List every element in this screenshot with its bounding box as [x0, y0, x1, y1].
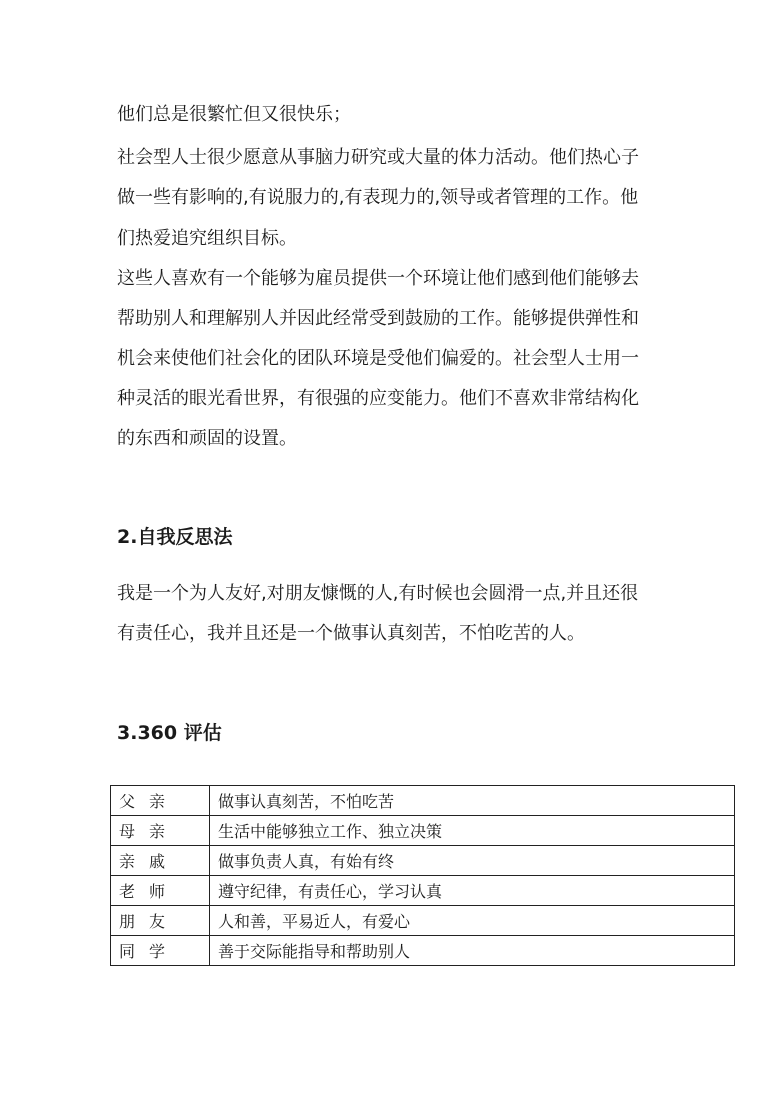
comment-cell: 遵守纪律，有责任心，学习认真	[210, 876, 735, 906]
relation-cell: 老师	[111, 876, 210, 906]
table-row	[111, 816, 735, 846]
text-line: 他们总是很繁忙但又很快乐；	[117, 104, 351, 125]
section-heading: 2.自我反思法	[117, 526, 233, 548]
table-row	[111, 906, 735, 936]
text-line: 这些人喜欢有一个能够为雇员提供一个环境让他们感到他们能够去	[117, 268, 639, 289]
comment-cell: 生活中能够独立工作、独立决策	[210, 816, 735, 846]
table-row	[111, 876, 735, 906]
text-line: 做一些有影响的,有说服力的,有表现力的,领导或者管理的工作。他	[117, 187, 639, 208]
comment-cell: 做事认真刻苦，不怕吃苦	[210, 786, 735, 816]
comment-cell: 做事负责人真，有始有终	[210, 846, 735, 876]
relation-cell: 亲戚	[111, 846, 210, 876]
text-line: 的东西和顽固的设置。	[117, 428, 297, 449]
text-line: 社会型人士很少愿意从事脑力研究或大量的体力活动。他们热心子	[117, 147, 639, 168]
relation-cell: 母亲	[111, 816, 210, 846]
text-line: 种灵活的眼光看世界，有很强的应变能力。他们不喜欢非常结构化	[117, 388, 639, 409]
text-line: 们热爱追究组织目标。	[117, 228, 297, 249]
text-line: 我是一个为人友好,对朋友慷慨的人,有时候也会圆滑一点,并且还很	[117, 583, 639, 604]
table-row	[111, 786, 735, 816]
evaluation-table	[110, 785, 735, 966]
relation-cell: 同学	[111, 936, 210, 966]
text-line: 有责任心，我并且还是一个做事认真刻苦，不怕吃苦的人。	[117, 623, 585, 644]
relation-cell: 朋友	[111, 906, 210, 936]
section-heading: 3.360 评估	[117, 722, 222, 744]
comment-cell: 人和善，平易近人，有爱心	[210, 906, 735, 936]
comment-cell: 善于交际能指导和帮助别人	[210, 936, 735, 966]
relation-cell: 父亲	[111, 786, 210, 816]
text-line: 机会来使他们社会化的团队环境是受他们偏爱的。社会型人士用一	[117, 348, 639, 369]
table-row	[111, 936, 735, 966]
table-row	[111, 846, 735, 876]
text-line: 帮助别人和理解别人并因此经常受到鼓励的工作。能够提供弹性和	[117, 308, 639, 329]
